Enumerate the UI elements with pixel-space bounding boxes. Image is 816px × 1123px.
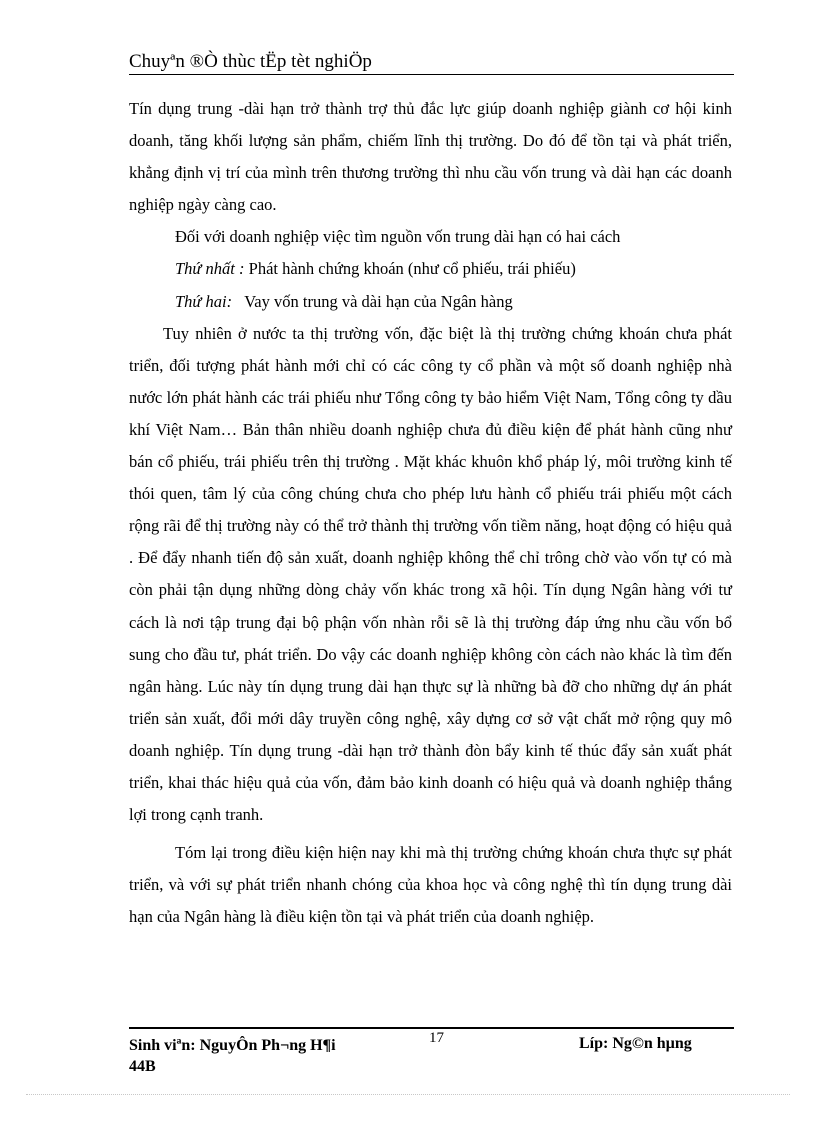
footer-divider xyxy=(129,1027,734,1029)
page-header: Chuyªn ®Ò thùc tËp tèt nghiÖp xyxy=(129,51,372,72)
item-label: Thứ hai: xyxy=(175,291,233,311)
paragraph: Tuy nhiên ở nước ta thị trường vốn, đặc biệt là thị trường chứng khoán chưa phát triển, đối tượng phát hành mới chỉ có các công ty cổ phần và một số doanh nghiệp nhà nước lớn phát hành các trái phiếu như Tổng công ty bảo hiểm Việt Nam, Tổng công ty dầu khí Việt Nam… Bản thân nhiều doanh nghiệp chưa đủ điều kiện để phát hành cũng như bán cổ phiếu, trái phiếu trên thị trường . Mặt khác khuôn khổ pháp lý, môi trường kinh tế thói quen, tâm lý của công chúng chưa cho phép lưu hành cổ phiếu trái phiếu một cách rộng rãi để thị trường này có thể trở thành thị trường vốn tiềm năng, hoạt động có hiệu quả . Để đẩy nhanh tiến độ sản xuất, doanh nghiệp không thể chỉ trông chờ vào vốn tự có mà còn phải tận dụng những dòng chảy vốn khác trong xã hội. Tín dụng Ngân hàng với tư cách là nơi tập trung đại bộ phận vốn nhàn rỗi sẽ là thị trường đáp ứng nhu cầu vốn bổ sung cho đầu tư, phát triển. Do vậy các doanh nghiệp không còn cách nào khác là tìm đến ngân hàng. Lúc này tín dụng trung dài hạn thực sự là những bà đỡ cho những dự án phát triển sản xuất, đổi mới dây truyền công nghệ, xây dựng cơ sở vật chất mở rộng quy mô doanh nghiệp. Tín dụng trung -dài hạn trở thành đòn bẩy kinh tế thúc đẩy sản xuất phát triển, khai thác hiệu quả của vốn, đảm bảo kinh doanh có hiệu quả và doanh nghiệp thắng lợi trong cạnh tranh. xyxy=(129,323,732,825)
list-item xyxy=(129,286,732,318)
document-body xyxy=(129,93,732,933)
page-edge-line xyxy=(26,1094,790,1095)
header-divider xyxy=(129,74,734,75)
student-name: Sinh viªn: NguyÔn Ph¬ng H¶i xyxy=(129,1037,336,1054)
item-text: Phát hành chứng khoán (như cổ phiếu, trái phiếu) xyxy=(244,259,576,279)
list-item xyxy=(129,253,732,285)
paragraph: Tóm lại trong điều kiện hiện nay khi mà thị trường chứng khoán chưa thực sự phát triển, và với sự phát triển nhanh chóng của khoa học và công nghệ thì tín dụng trung dài hạn của Ngân hàng là điều kiện tồn tại và phát triển của doanh nghiệp. xyxy=(129,843,732,927)
footer-class: Líp: Ng©n hµng xyxy=(579,1035,692,1052)
paragraph: Tín dụng trung -dài hạn trở thành trợ thủ đắc lực giúp doanh nghiệp giành cơ hội kinh doanh, tăng khối lượng sản phẩm, chiếm lĩnh thị trường. Do đó để tồn tại và phát triển, khẳng định vị trí của mình trên thương trường thì nhu cầu vốn trung và dài hạn các doanh nghiệp ngày càng cao. xyxy=(129,99,732,215)
paragraph: Đối với doanh nghiệp việc tìm nguồn vốn trung dài hạn có hai cách xyxy=(175,227,621,247)
item-text: Vay vốn trung và dài hạn của Ngân hàng xyxy=(232,291,513,311)
item-label: Thứ nhất : xyxy=(175,259,245,279)
footer-student xyxy=(129,1035,336,1077)
student-class-code: 44B xyxy=(129,1058,156,1075)
page-number: 17 xyxy=(429,1030,444,1046)
